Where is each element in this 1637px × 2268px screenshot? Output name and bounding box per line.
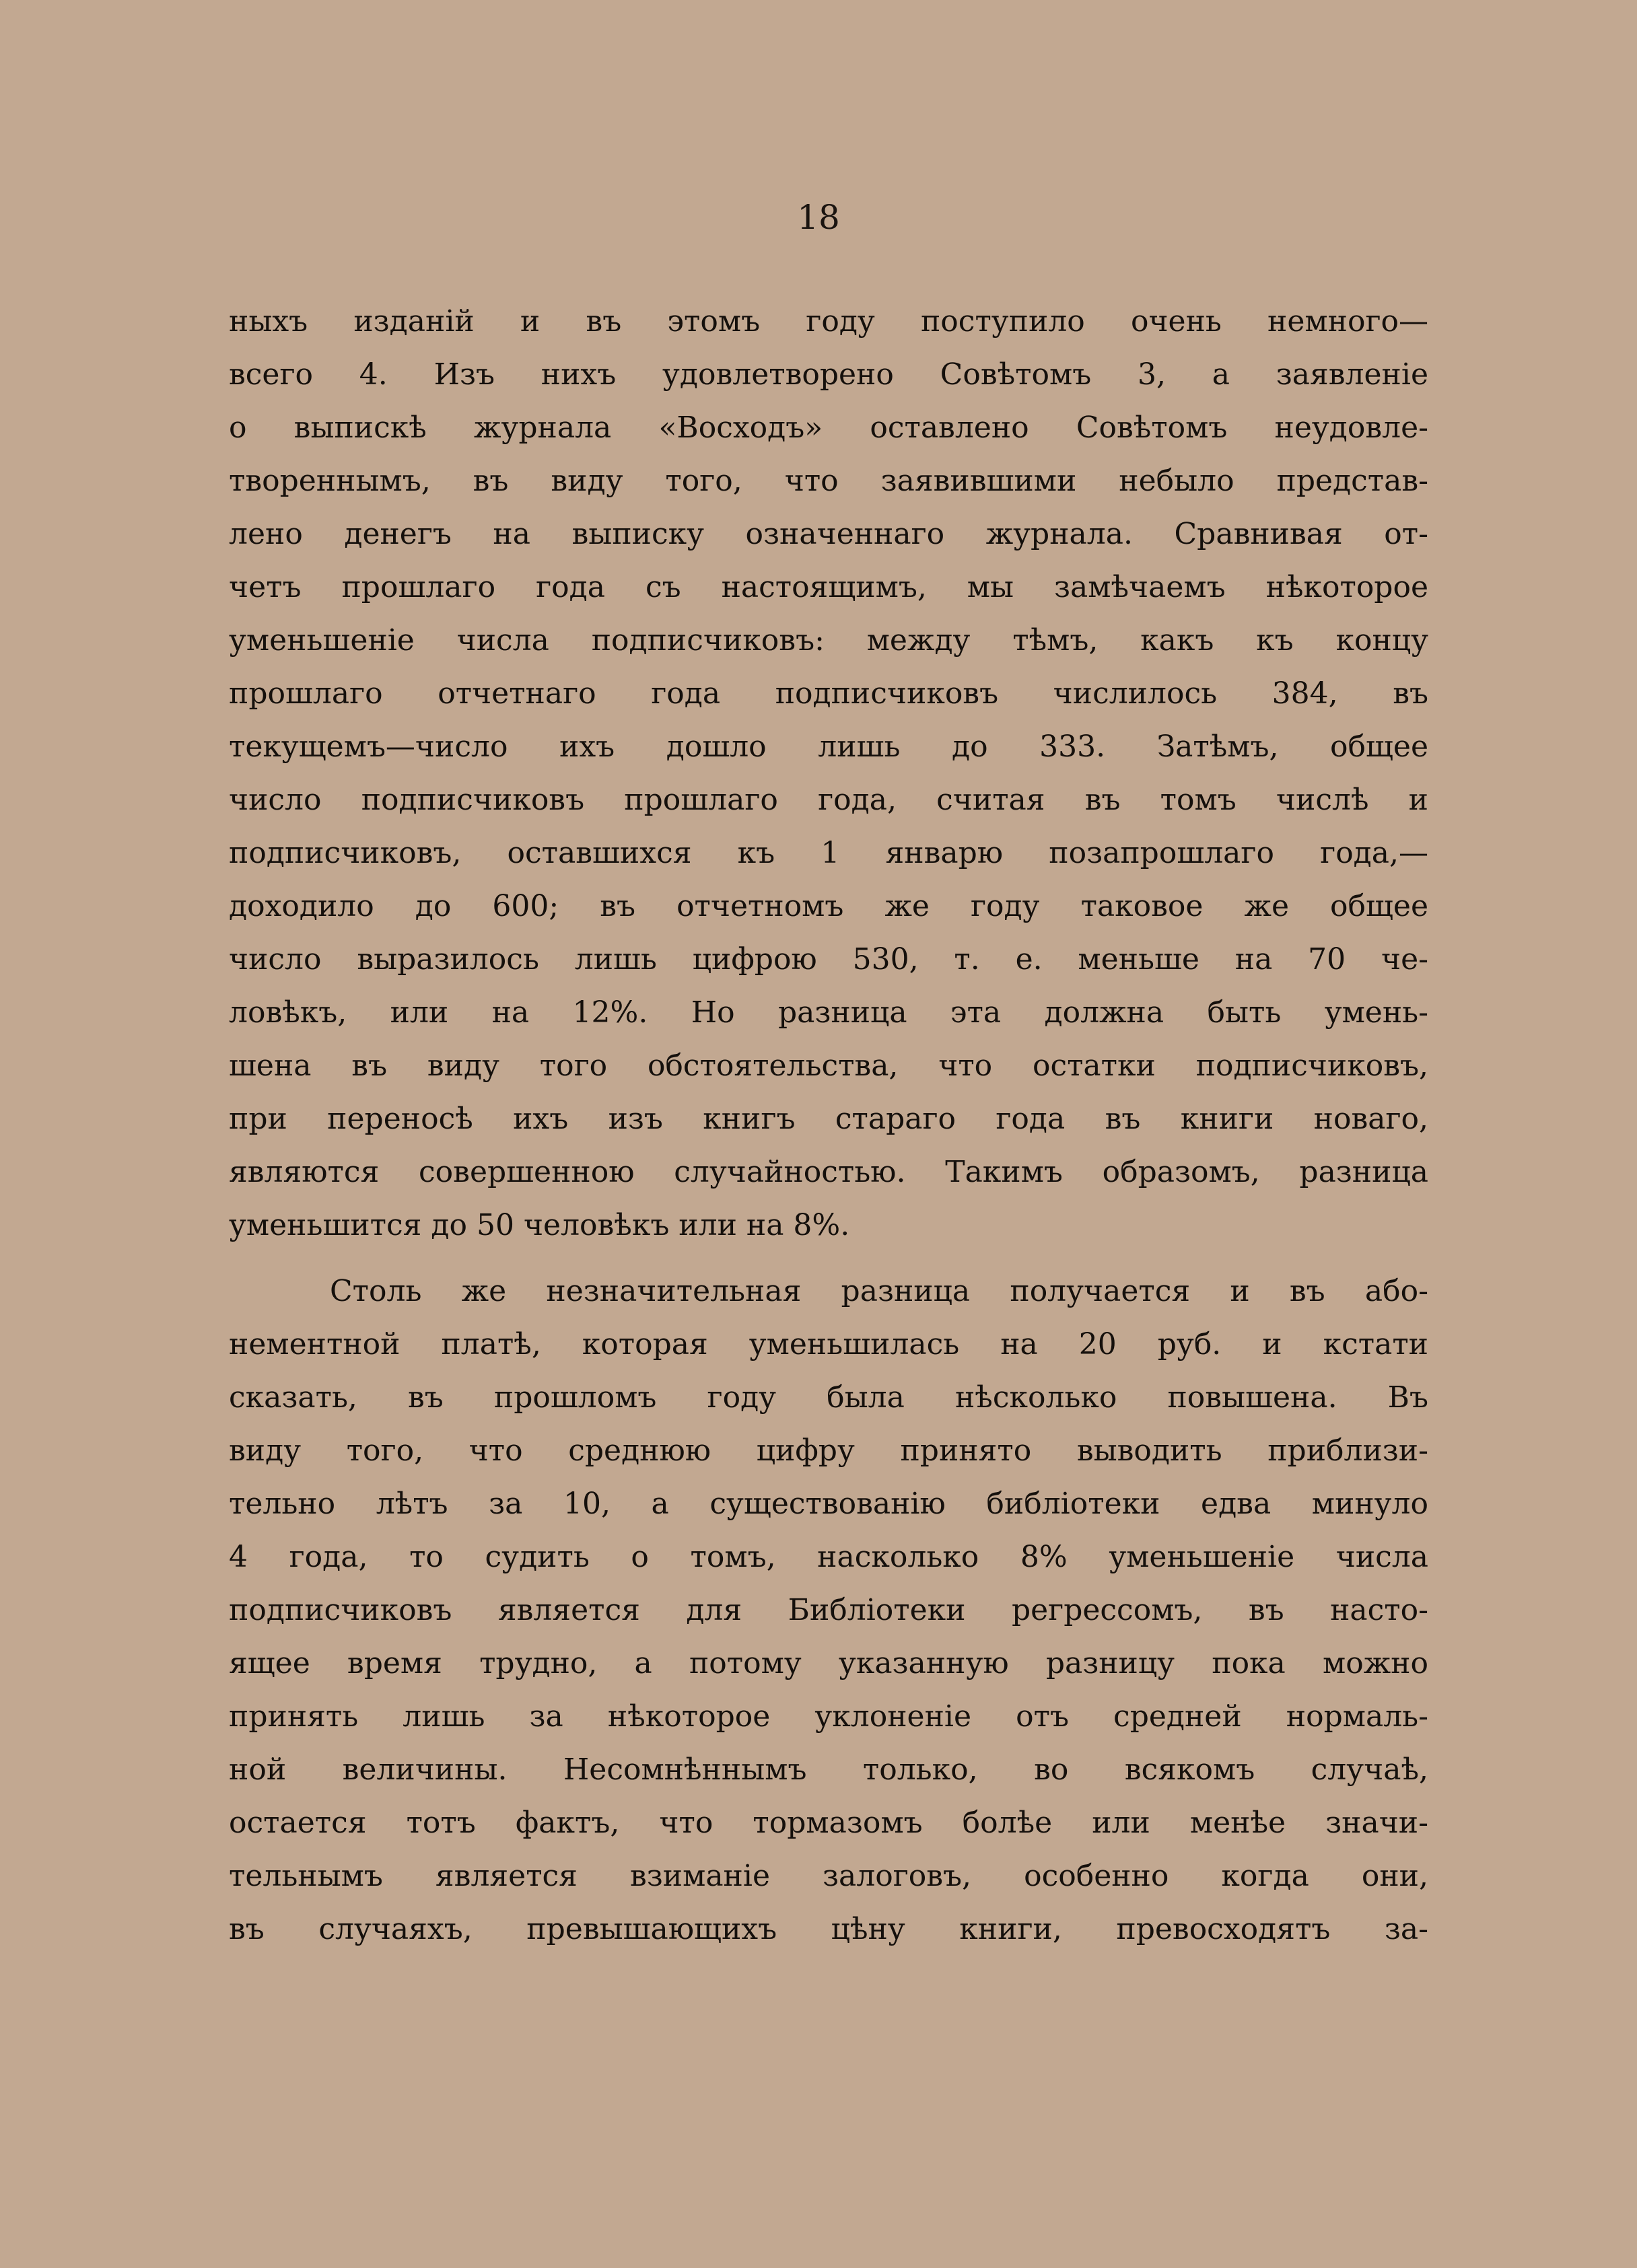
text-line: текущемъ—число ихъ дошло лишь до 333. Затѣмъ, общее: [229, 730, 1428, 764]
text-line: ловѣкъ, или на 12%. Но разница эта должна быть умень-: [229, 995, 1428, 1030]
text-line: твореннымъ, въ виду того, что заявившими небыло представ-: [229, 464, 1428, 498]
text-line: подписчиковъ, оставшихся къ 1 январю позапрошлаго года,—: [229, 836, 1428, 870]
text-line: являются совершенною случайностью. Такимъ образомъ, разница: [229, 1155, 1428, 1189]
text-line: сказать, въ прошломъ году была нѣсколько повышена. Въ: [229, 1380, 1428, 1415]
text-line: подписчиковъ является для Библіотеки регрессомъ, въ насто-: [229, 1593, 1428, 1627]
text-line: остается тотъ фактъ, что тормазомъ болѣе или менѣе значи-: [229, 1806, 1428, 1840]
text-line: ящее время трудно, а потому указанную разницу пока можно: [229, 1646, 1428, 1680]
text-line: въ случаяхъ, превышающихъ цѣну книги, превосходятъ за-: [229, 1912, 1428, 1946]
text-line: число подписчиковъ прошлаго года, считая въ томъ числѣ и: [229, 783, 1428, 817]
text-line: шена въ виду того обстоятельства, что остатки подписчиковъ,: [229, 1049, 1428, 1083]
paragraph-2: [229, 1271, 1428, 1958]
text-line: ныхъ изданій и въ этомъ году поступило очень немного—: [229, 304, 1428, 339]
text-line: при переносѣ ихъ изъ книгъ стараго года въ книги новаго,: [229, 1102, 1428, 1136]
text-line: ной величины. Несомнѣннымъ только, во всякомъ случаѣ,: [229, 1752, 1428, 1787]
text-line: тельно лѣтъ за 10, а существованію библіотеки едва минуло: [229, 1487, 1428, 1521]
text-line: уменьшеніе числа подписчиковъ: между тѣмъ, какъ къ концу: [229, 623, 1428, 658]
text-line: тельнымъ является взиманіе залоговъ, особенно когда они,: [229, 1859, 1428, 1893]
text-line: прошлаго отчетнаго года подписчиковъ числилось 384, въ: [229, 676, 1428, 711]
text-line: принять лишь за нѣкоторое уклоненіе отъ средней нормаль-: [229, 1699, 1428, 1734]
text-line: нементной платѣ, которая уменьшилась на 20 руб. и кстати: [229, 1327, 1428, 1361]
text-line: лено денегъ на выписку означеннаго журнала. Сравнивая от-: [229, 517, 1428, 551]
text-line: Столь же незначительная разница получается и въ або-: [330, 1274, 1428, 1308]
text-line: 4 года, то судить о томъ, насколько 8% уменьшеніе числа: [229, 1540, 1428, 1574]
page-number: 18: [797, 198, 840, 237]
text-line: о выпискѣ журнала «Восходъ» оставлено Совѣтомъ неудовле-: [229, 411, 1428, 445]
text-line: всего 4. Изъ нихъ удовлетворено Совѣтомъ 3, а заявленіе: [229, 357, 1428, 392]
text-line: число выразилось лишь цифрою 530, т. е. меньше на 70 че-: [229, 942, 1428, 977]
text-line: доходило до 600; въ отчетномъ же году таковое же общее: [229, 889, 1428, 923]
text-line: виду того, что среднюю цифру принято выводить приблизи-: [229, 1433, 1428, 1468]
text-line: уменьшится до 50 человѣкъ или на 8%.: [229, 1208, 850, 1242]
text-line: четъ прошлаго года съ настоящимъ, мы замѣчаемъ нѣкоторое: [229, 570, 1428, 604]
paragraph-1: [229, 302, 1428, 1253]
